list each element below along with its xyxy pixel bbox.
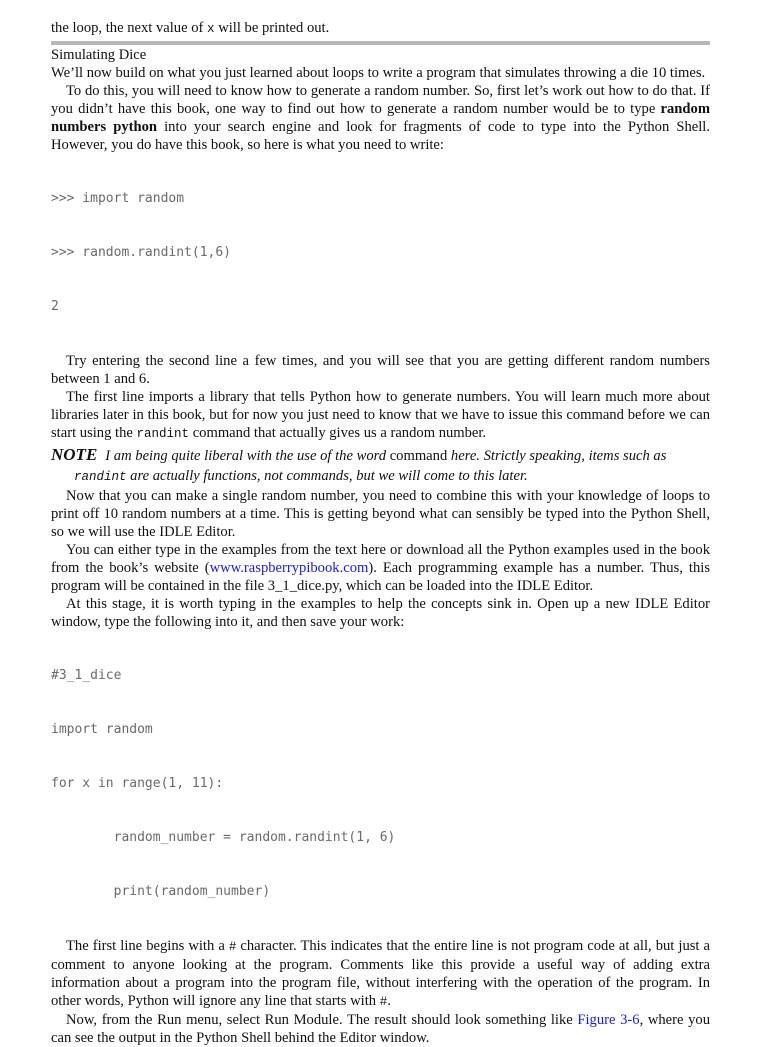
paragraph-4-text: The first line imports a library that tells Python how to generate numbers. You will learn much more about libraries later in this book, but for now you just need to know that we have to issue this command before we can start using the xyxy=(51,389,710,441)
paragraph-6-text: You can either type in the examples from the text here or download all the Python examples used in the book from the book’s website ( xyxy=(51,542,710,576)
note-text: here. Strictly speaking, items such as xyxy=(447,448,667,464)
paragraph-2-text: To do this, you will need to know how to generate a random number. So, first let’s work out how to do that. If you didn’t have this book, one way to find out how to generate a random number would be to type xyxy=(51,83,710,117)
intro-tail-text-end: will be printed out. xyxy=(214,20,330,36)
paragraph-2-text-end: into your search engine and look for fragments of code to type into the Python Shell. However, you do have this book, so here is what you need to write: xyxy=(51,119,711,153)
inline-code-randint: randint xyxy=(136,427,190,441)
paragraph-6-text-end: ). Each programming example has a number. Thus, this program will be contained in the file 3_1_dice.py, which can be loaded into the IDLE Editor. xyxy=(51,560,710,594)
paragraph-4 xyxy=(51,388,710,443)
note-text: are actually functions, not commands, but we will come to this later. xyxy=(126,468,528,484)
figure-link[interactable]: Figure 3-6 xyxy=(577,1012,640,1028)
note-text: I am being quite liberal with the use of the word xyxy=(105,448,390,464)
paragraph-1: We’ll now build on what you just learned about loops to write a program that simulates throwing a die 10 times. xyxy=(51,65,706,81)
page-content xyxy=(51,19,710,1047)
paragraph-9 xyxy=(51,1011,710,1047)
section-divider xyxy=(51,41,710,45)
paragraph-7: At this stage, it is worth typing in the examples to help the concepts sink in. Open up a new IDLE Editor window, type the following into it, and then save your work: xyxy=(51,596,710,630)
paragraph-9-text-end: , where you can see the output in the Python Shell behind the Editor window. xyxy=(51,1012,710,1046)
editor-code-block xyxy=(51,631,710,937)
section-title: Simulating Dice xyxy=(51,47,147,63)
website-link[interactable]: www.raspberrypibook.com xyxy=(209,560,369,576)
code-line: print(random_number) xyxy=(51,884,271,899)
intro-tail-text: the loop, the next value of xyxy=(51,20,208,36)
paragraph-5: Now that you can make a single random number, you need to combine this with your knowledge of loops to print off 10 random numbers at a time. This is getting beyond what can sensibly be typed into the Python Shell, so we will use the IDLE Editor. xyxy=(51,488,710,540)
paragraph-3: Try entering the second line a few times, and you will see that you are getting different random numbers between 1 and 6. xyxy=(51,353,710,387)
shell-code-block xyxy=(51,154,710,352)
paragraph-9-text: Now, from the Run menu, select Run Module. The result should look something like xyxy=(66,1012,578,1028)
search-term: random numbers python xyxy=(51,101,710,135)
paragraph-8-text-end: . xyxy=(387,993,391,1009)
paragraph-8-text: The first line begins with a xyxy=(66,938,229,954)
inline-code-randint: randint xyxy=(74,470,127,484)
intro-tail xyxy=(51,19,710,38)
paragraph-2 xyxy=(51,82,710,154)
code-line: for x in range(1, 11): xyxy=(51,776,224,791)
paragraph-8 xyxy=(51,937,710,1011)
note-label: NOTE xyxy=(51,445,98,464)
note-upright-word: command xyxy=(389,448,448,464)
inline-code-x: x xyxy=(207,22,215,36)
code-line: random_number = random.randint(1, 6) xyxy=(51,830,396,845)
code-line: 2 xyxy=(51,299,59,314)
code-line: >>> random.randint(1,6) xyxy=(51,245,232,260)
inline-code-hash: # xyxy=(228,940,237,954)
paragraph-6 xyxy=(51,541,710,595)
note-block xyxy=(51,445,710,487)
code-line: import random xyxy=(51,722,153,737)
paragraph-8-text-middle: character. This indicates that the entire line is not program code at all, but just a comment to anyone looking at the program. Comments like this provide a useful way of adding extra information about a program into the program file, without interfering with the operation of the program. In other words, Python will ignore any line that starts with xyxy=(51,938,710,1009)
code-comment: #3_1_dice xyxy=(51,668,122,683)
paragraph-4-text-end: command that actually gives us a random number. xyxy=(189,425,487,441)
inline-code-hash: # xyxy=(379,995,388,1009)
code-line: >>> import random xyxy=(51,191,185,206)
